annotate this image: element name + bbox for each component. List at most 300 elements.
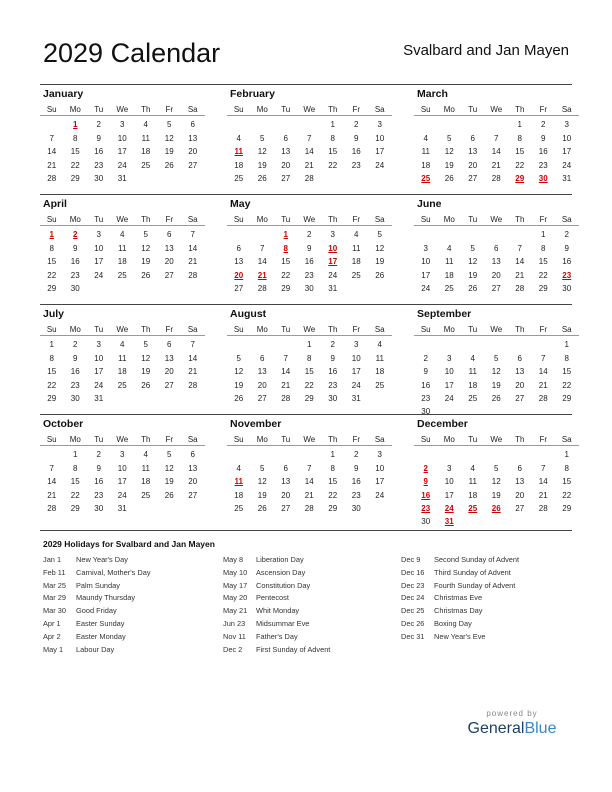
day-cell: 5 (167, 450, 172, 460)
weekday-label: Mo (443, 325, 455, 334)
day-cell: 21 (538, 380, 548, 390)
day-cell: 5 (143, 230, 148, 240)
day-cell: 12 (257, 147, 267, 157)
holiday-date: 26 (491, 503, 501, 513)
holiday-item (220, 592, 395, 605)
holiday-date: 25 (421, 173, 431, 183)
day-cell: 13 (188, 463, 198, 473)
day-cell: 28 (188, 380, 198, 390)
day-cell: 12 (257, 477, 267, 487)
weekday-label: Tu (94, 105, 104, 114)
empty-cell (414, 338, 438, 351)
weekday-header (40, 433, 205, 446)
weekday-label: Th (515, 215, 525, 224)
weekday-label: We (303, 325, 316, 334)
day-cell: 17 (94, 367, 104, 377)
day-cell: 12 (375, 243, 385, 253)
week-row (40, 255, 205, 268)
week-row (227, 475, 392, 488)
day-cell: 18 (351, 257, 361, 267)
holiday-date-label: Dec 25 (401, 606, 425, 616)
day-cell: 18 (444, 270, 454, 280)
holiday-date: 10 (328, 243, 338, 253)
day-cell: 13 (468, 147, 478, 157)
weekday-label: Sa (374, 215, 385, 224)
day-cell: 19 (491, 380, 501, 390)
holiday-item (398, 554, 573, 567)
day-cell: 5 (260, 133, 265, 143)
month-block (414, 415, 579, 529)
holiday-name: Christmas Day (434, 606, 483, 616)
weekday-label: Th (141, 215, 151, 224)
holiday-date-label: May 21 (223, 606, 248, 616)
day-cell: 12 (164, 463, 174, 473)
month-name: March (417, 88, 448, 100)
day-cell: 4 (143, 450, 148, 460)
week-row (414, 145, 579, 158)
day-cell: 26 (141, 380, 151, 390)
holiday-date-label: Dec 31 (401, 631, 425, 641)
weekday-label: Fr (539, 105, 548, 114)
day-cell: 24 (117, 490, 127, 500)
day-cell: 25 (234, 503, 244, 513)
weekday-label: Fr (352, 105, 361, 114)
day-cell: 14 (47, 477, 57, 487)
day-cell: 21 (304, 160, 314, 170)
holiday-name: Palm Sunday (76, 580, 120, 590)
holiday-name: Third Sunday of Advent (434, 567, 511, 577)
day-cell: 30 (304, 283, 314, 293)
empty-cell (438, 118, 462, 131)
day-cell: 3 (354, 340, 359, 350)
empty-cell (158, 282, 182, 295)
weekday-label: Th (328, 325, 338, 334)
day-cell: 7 (190, 230, 195, 240)
day-cell: 18 (234, 490, 244, 500)
weekday-label: Sa (561, 215, 572, 224)
month-name: June (417, 198, 442, 210)
day-cell: 20 (188, 147, 198, 157)
day-cell: 5 (377, 230, 382, 240)
holiday-date: 23 (421, 503, 431, 513)
day-cell: 29 (304, 393, 314, 403)
day-cell: 18 (117, 257, 127, 267)
holiday-date-label: Feb 11 (43, 567, 66, 577)
day-cell: 6 (517, 463, 522, 473)
day-cell: 19 (234, 380, 244, 390)
weekday-header (414, 213, 579, 226)
day-cell: 3 (447, 353, 452, 363)
weekday-label: Sa (561, 105, 572, 114)
holiday-date-label: May 17 (223, 580, 248, 590)
day-cell: 27 (188, 490, 198, 500)
day-cell: 5 (447, 133, 452, 143)
weekday-label: Su (46, 435, 57, 444)
day-cell: 6 (260, 353, 265, 363)
day-cell: 8 (564, 353, 569, 363)
empty-cell (227, 338, 251, 351)
empty-cell (461, 228, 485, 241)
day-cell: 3 (377, 120, 382, 130)
day-cell: 8 (49, 353, 54, 363)
day-cell: 4 (120, 340, 125, 350)
day-cell: 12 (444, 147, 454, 157)
day-cell: 5 (143, 340, 148, 350)
month-block (40, 415, 205, 515)
day-cell: 22 (47, 270, 57, 280)
day-cell: 10 (351, 353, 361, 363)
month-name: October (43, 418, 84, 430)
empty-cell (438, 228, 462, 241)
day-cell: 17 (117, 147, 127, 157)
day-cell: 7 (517, 243, 522, 253)
holiday-date: 29 (515, 173, 525, 183)
day-cell: 28 (304, 503, 314, 513)
day-cell: 7 (307, 463, 312, 473)
day-cell: 12 (141, 353, 151, 363)
weekday-label: Mo (443, 435, 455, 444)
empty-cell (251, 118, 275, 131)
day-cell: 5 (494, 463, 499, 473)
day-cell: 25 (468, 393, 478, 403)
day-cell: 13 (281, 147, 291, 157)
week-row (227, 172, 392, 185)
weekday-label: Mo (256, 105, 268, 114)
week-row (227, 242, 392, 255)
empty-cell (532, 448, 556, 461)
day-cell: 28 (304, 173, 314, 183)
empty-cell (227, 228, 251, 241)
weekday-label: Sa (187, 105, 198, 114)
day-cell: 4 (354, 230, 359, 240)
week-row (40, 392, 205, 405)
day-cell: 2 (73, 340, 78, 350)
empty-cell (111, 392, 135, 405)
weekday-label: Tu (468, 105, 478, 114)
day-cell: 16 (538, 147, 548, 157)
weekday-label: Fr (165, 215, 174, 224)
day-cell: 14 (538, 477, 548, 487)
empty-cell (508, 515, 532, 528)
weekday-label: Th (515, 435, 525, 444)
day-cell: 8 (330, 133, 335, 143)
day-cell: 28 (538, 503, 548, 513)
day-cell: 10 (375, 463, 385, 473)
day-cell: 31 (562, 173, 572, 183)
empty-cell (368, 172, 392, 185)
empty-cell (438, 448, 462, 461)
day-cell: 19 (141, 257, 151, 267)
holiday-date: 2 (423, 463, 428, 473)
day-cell: 5 (167, 120, 172, 130)
day-cell: 31 (117, 173, 127, 183)
holiday-date-label: Mar 30 (43, 606, 67, 616)
month-block (40, 85, 205, 185)
day-cell: 1 (517, 120, 522, 130)
day-cell: 14 (188, 243, 198, 253)
day-cell: 1 (73, 450, 78, 460)
day-cell: 21 (188, 257, 198, 267)
weekday-label: Th (141, 435, 151, 444)
day-cell: 24 (94, 270, 104, 280)
day-cell: 22 (328, 490, 338, 500)
weekday-header (227, 213, 392, 226)
week-row (414, 365, 579, 378)
day-cell: 13 (164, 243, 174, 253)
empty-cell (485, 515, 509, 528)
day-cell: 28 (491, 173, 501, 183)
week-row (227, 392, 392, 405)
day-cell: 29 (562, 393, 572, 403)
week-row (40, 118, 205, 131)
month-name: January (43, 88, 84, 100)
day-cell: 16 (328, 367, 338, 377)
day-cell: 6 (283, 133, 288, 143)
day-cell: 17 (351, 367, 361, 377)
day-cell: 23 (328, 380, 338, 390)
day-cell: 15 (328, 147, 338, 157)
day-cell: 22 (538, 270, 548, 280)
weekday-label: We (490, 435, 503, 444)
day-cell: 10 (444, 477, 454, 487)
day-cell: 6 (470, 133, 475, 143)
day-cell: 1 (541, 230, 546, 240)
weekday-label: Th (141, 105, 151, 114)
day-cell: 23 (421, 393, 431, 403)
month-name: April (43, 198, 67, 210)
day-cell: 2 (307, 230, 312, 240)
day-cell: 12 (164, 133, 174, 143)
empty-cell (40, 448, 64, 461)
day-cell: 24 (328, 270, 338, 280)
holiday-item (220, 618, 395, 631)
day-cell: 16 (351, 147, 361, 157)
day-cell: 16 (94, 147, 104, 157)
day-cell: 27 (281, 173, 291, 183)
month-row (40, 194, 572, 304)
day-cell: 13 (234, 257, 244, 267)
holiday-date-label: Dec 26 (401, 618, 425, 628)
holiday-item (220, 631, 395, 644)
day-cell: 24 (375, 160, 385, 170)
week-row (227, 269, 392, 282)
day-cell: 3 (564, 120, 569, 130)
day-cell: 7 (49, 133, 54, 143)
holiday-name: New Year's Day (76, 555, 128, 564)
weekday-label: Fr (539, 325, 548, 334)
holiday-name: Whit Monday (256, 606, 300, 616)
holiday-date: 1 (49, 230, 54, 240)
day-cell: 11 (141, 133, 150, 143)
holiday-name: New Year's Eve (434, 631, 486, 641)
holiday-item (220, 605, 395, 618)
day-cell: 15 (70, 147, 80, 157)
day-cell: 27 (164, 380, 174, 390)
day-cell: 31 (117, 503, 127, 513)
weekday-label: Su (233, 105, 244, 114)
day-cell: 22 (515, 160, 525, 170)
holiday-date: 11 (234, 147, 243, 157)
month-block (40, 305, 205, 405)
day-cell: 30 (421, 517, 431, 527)
weekday-label: Fr (539, 215, 548, 224)
day-cell: 1 (330, 120, 335, 130)
day-cell: 19 (141, 367, 151, 377)
holiday-item (40, 567, 215, 580)
weekday-label: Mo (69, 105, 81, 114)
holiday-columns (40, 554, 572, 654)
day-cell: 16 (562, 257, 572, 267)
day-cell: 16 (351, 477, 361, 487)
week-row (227, 365, 392, 378)
empty-cell (181, 172, 205, 185)
day-cell: 20 (257, 380, 267, 390)
week-row (227, 118, 392, 131)
weekday-label: Fr (165, 105, 174, 114)
day-cell: 30 (70, 393, 80, 403)
empty-cell (298, 118, 322, 131)
day-cell: 6 (494, 243, 499, 253)
day-cell: 20 (281, 490, 291, 500)
holiday-name: Christmas Eve (434, 593, 483, 603)
calendar-grid (40, 84, 572, 527)
week-row (40, 145, 205, 158)
day-cell: 22 (562, 490, 572, 500)
week-row (227, 462, 392, 475)
holiday-date-label: May 1 (43, 644, 64, 654)
day-cell: 30 (94, 503, 104, 513)
day-cell: 6 (190, 120, 195, 130)
day-cell: 25 (117, 270, 127, 280)
day-cell: 10 (94, 243, 104, 253)
weekday-label: We (490, 215, 503, 224)
day-cell: 11 (352, 243, 361, 253)
day-cell: 3 (96, 340, 101, 350)
month-block (414, 85, 579, 185)
day-cell: 3 (96, 230, 101, 240)
month-name: November (230, 418, 282, 430)
day-cell: 29 (47, 283, 57, 293)
week-row (227, 282, 392, 295)
week-row (40, 132, 205, 145)
empty-cell (158, 502, 182, 515)
day-cell: 10 (421, 257, 431, 267)
day-cell: 20 (164, 367, 174, 377)
week-row (227, 379, 392, 392)
day-cell: 30 (328, 393, 338, 403)
day-cell: 9 (564, 243, 569, 253)
holiday-date-label: Jan 1 (43, 555, 62, 564)
holiday-item (40, 644, 215, 657)
empty-cell (134, 502, 158, 515)
weekday-label: Mo (256, 325, 268, 334)
day-cell: 27 (234, 283, 244, 293)
week-row (414, 392, 579, 405)
empty-cell (345, 172, 369, 185)
empty-cell (181, 392, 205, 405)
weekday-label: Su (46, 325, 57, 334)
day-cell: 8 (49, 243, 54, 253)
day-cell: 10 (117, 133, 127, 143)
holiday-name: Labour Day (76, 644, 115, 654)
week-row (227, 448, 392, 461)
week-row (414, 172, 579, 185)
weekday-label: Mo (256, 435, 268, 444)
day-cell: 30 (70, 283, 80, 293)
day-cell: 12 (468, 257, 478, 267)
day-cell: 1 (564, 450, 569, 460)
holiday-date: 20 (234, 270, 244, 280)
day-cell: 21 (281, 380, 291, 390)
weekday-label: Tu (94, 325, 104, 334)
day-cell: 8 (330, 463, 335, 473)
weekday-header (227, 323, 392, 336)
week-row (227, 145, 392, 158)
empty-cell (158, 392, 182, 405)
weekday-label: Su (46, 105, 57, 114)
day-cell: 25 (375, 380, 385, 390)
day-cell: 3 (447, 463, 452, 473)
weekday-label: Sa (374, 105, 385, 114)
day-cell: 9 (96, 463, 101, 473)
holiday-item (398, 618, 573, 631)
month-block (414, 305, 579, 419)
week-row (414, 448, 579, 461)
holiday-item (398, 580, 573, 593)
empty-cell (555, 515, 579, 528)
day-cell: 9 (354, 463, 359, 473)
day-cell: 17 (375, 477, 385, 487)
holiday-name: Easter Sunday (76, 618, 125, 628)
holiday-name: Easter Monday (76, 631, 126, 641)
week-row (414, 118, 579, 131)
day-cell: 27 (468, 173, 478, 183)
day-cell: 19 (164, 477, 174, 487)
holiday-item (40, 592, 215, 605)
day-cell: 14 (47, 147, 57, 157)
weekday-header (40, 323, 205, 336)
week-row (40, 365, 205, 378)
day-cell: 14 (281, 367, 291, 377)
empty-cell (111, 282, 135, 295)
week-row (40, 489, 205, 502)
empty-cell (251, 448, 275, 461)
day-cell: 14 (491, 147, 501, 157)
weekday-label: Su (420, 435, 431, 444)
weekday-label: We (490, 105, 503, 114)
day-cell: 24 (421, 283, 431, 293)
day-cell: 4 (470, 353, 475, 363)
day-cell: 15 (538, 257, 548, 267)
holiday-name: Midsummar Eve (256, 618, 310, 628)
holiday-date: 25 (468, 503, 478, 513)
day-cell: 30 (421, 407, 431, 417)
day-cell: 4 (423, 133, 428, 143)
holiday-item (398, 567, 573, 580)
day-cell: 13 (164, 353, 174, 363)
month-name: December (417, 418, 468, 430)
holiday-date-label: May 10 (223, 567, 248, 577)
empty-cell (461, 338, 485, 351)
empty-cell (485, 338, 509, 351)
weekday-label: Su (420, 215, 431, 224)
weekday-header (414, 323, 579, 336)
holiday-item (40, 554, 215, 567)
weekday-label: We (116, 105, 129, 114)
day-cell: 23 (94, 160, 104, 170)
day-cell: 21 (515, 270, 525, 280)
day-cell: 31 (328, 283, 338, 293)
